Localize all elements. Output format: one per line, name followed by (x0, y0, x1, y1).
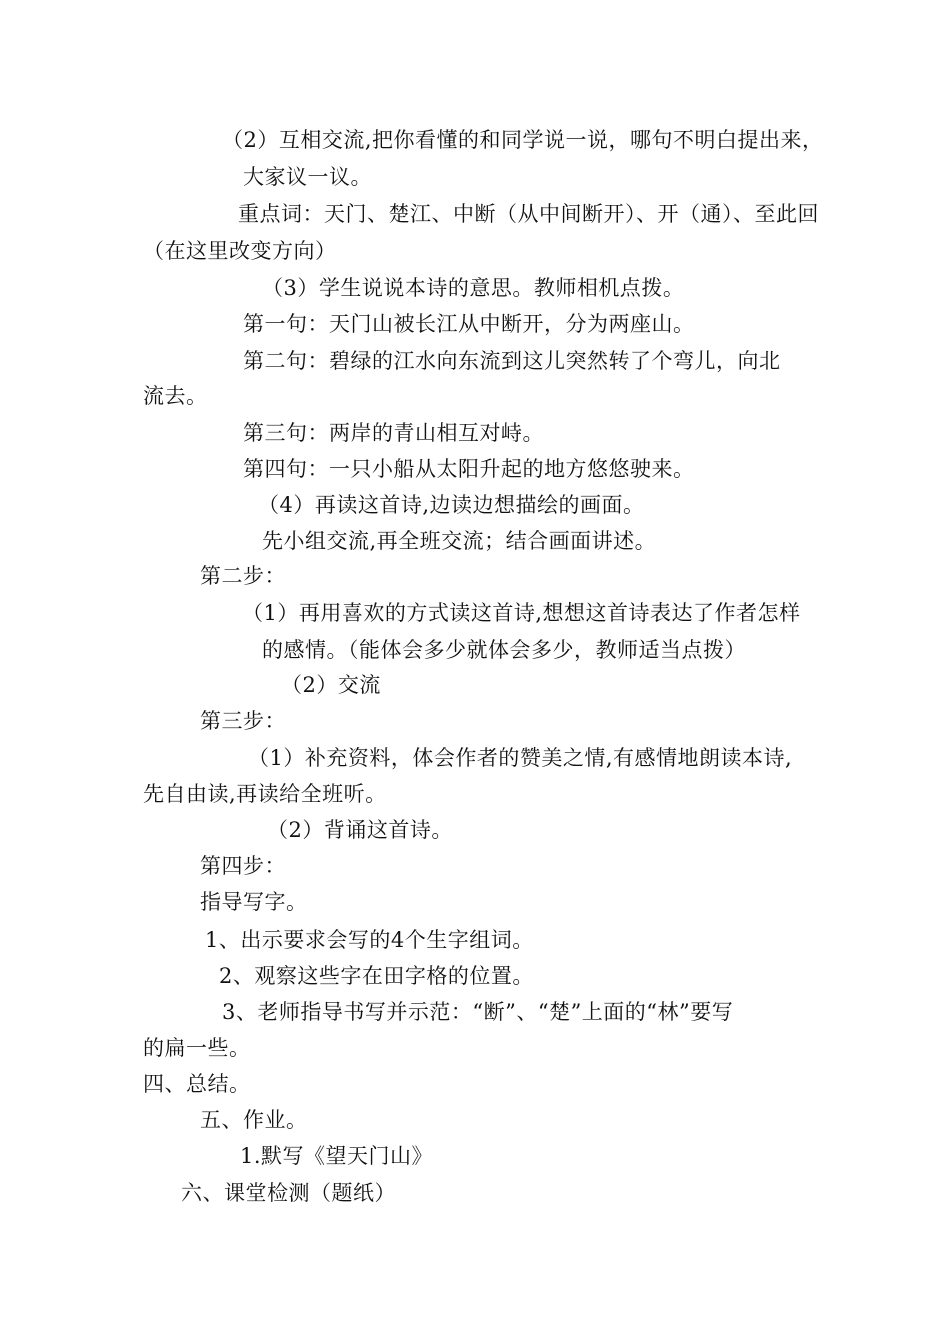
text-line: （在这里改变方向） (143, 239, 337, 263)
section-heading: 四、总结。 (143, 1072, 251, 1096)
text-line: 的感情。（能体会多少就体会多少，教师适当点拨） (262, 638, 746, 662)
text-line: 的扁一些。 (143, 1036, 251, 1060)
text-line: 先自由读,再读给全班听。 (143, 782, 387, 806)
text-line: 重点词：天门、楚江、中断（从中间断开）、开（通）、至此回 (238, 202, 819, 226)
text-line: 第三句：两岸的青山相互对峙。 (243, 421, 544, 445)
text-line: （3）学生说说本诗的意思。教师相机点拨。 (262, 276, 685, 300)
text-line: 大家议一议。 (243, 165, 372, 189)
text-line: 1、出示要求会写的4个生字组词。 (205, 928, 534, 952)
text-line: 1.默写《望天门山》 (240, 1144, 434, 1168)
text-line: （2）互相交流,把你看懂的和同学说一说，哪句不明白提出来， (222, 128, 824, 152)
text-line: 先小组交流,再全班交流；结合画面讲述。 (262, 529, 657, 553)
section-heading: 六、课堂检测（题纸） (181, 1181, 396, 1205)
text-line: 第四句：一只小船从太阳升起的地方悠悠驶来。 (243, 457, 695, 481)
text-line: 流去。 (143, 384, 208, 408)
text-line: 第四步： (200, 854, 286, 878)
text-line: （4）再读这首诗,边读边想描绘的画面。 (258, 493, 645, 517)
text-line: 第二步： (200, 564, 286, 588)
text-line: （1）补充资料，体会作者的赞美之情,有感情地朗读本诗, (248, 746, 793, 770)
text-line: （1）再用喜欢的方式读这首诗,想想这首诗表达了作者怎样 (242, 601, 801, 625)
text-line: 第一句：天门山被长江从中断开，分为两座山。 (243, 312, 695, 336)
text-line: 指导写字。 (200, 890, 308, 914)
text-line: （2）交流 (281, 673, 381, 697)
text-line: 3、老师指导书写并示范：“断”、“楚”上面的“林”要写 (222, 1000, 734, 1024)
text-line: （2）背诵这首诗。 (267, 818, 453, 842)
section-heading: 五、作业。 (200, 1108, 308, 1132)
text-line: 第三步： (200, 709, 286, 733)
text-line: 第二句：碧绿的江水向东流到这儿突然转了个弯儿，向北 (243, 349, 781, 373)
text-line: 2、观察这些字在田字格的位置。 (219, 964, 534, 988)
